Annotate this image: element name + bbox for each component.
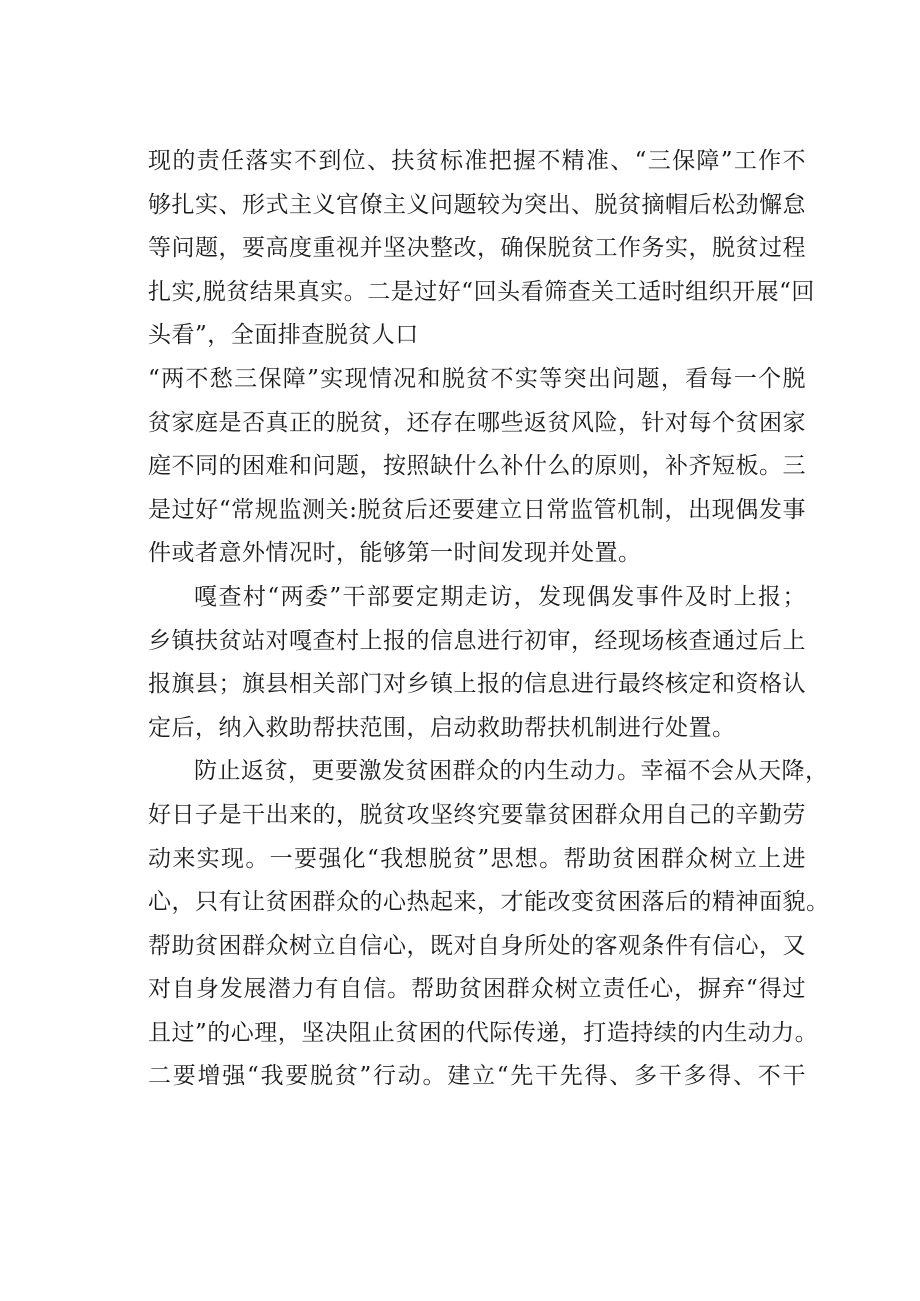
text-line: 等问题，要高度重视并坚决整改，确保脱贫工作务实，脱贫过程: [148, 235, 806, 262]
text-line: 且过”的心理，坚决阻止贫困的代际传递，打造持续的内生动力。: [148, 1019, 819, 1046]
text-line: 防止返贫，更要激发贫困群众的内生动力。幸福不会从天降，: [194, 758, 829, 785]
text-line: “两不愁三保障”实现情况和脱贫不实等突出问题，看每一个脱: [148, 365, 806, 392]
text-line: 心，只有让贫困群众的心热起来，才能改变贫困落后的精神面貌。: [148, 889, 830, 916]
document-body: [148, 140, 830, 1099]
text-line: 帮助贫困群众树立自信心，既对自身所处的客观条件有信心，又: [148, 932, 806, 959]
text-line: 贫家庭是否真正的脱贫，还存在哪些返贫风险，针对每个贫困家: [148, 409, 806, 436]
text-line: 件或者意外情况时，能够第一时间发现并处置。: [148, 540, 642, 567]
text-line: 够扎实、形式主义官僚主义问题较为突出、脱贫摘帽后松劲懈怠: [148, 191, 806, 218]
text-line: 乡镇扶贫站对嘎查村上报的信息进行初审，经现场核查通过后上: [148, 627, 806, 654]
text-line: 二要增强“我要脱贫”行动。建立“先干先得、多干多得、不干: [148, 1063, 806, 1090]
text-line: 头看”，全面排查脱贫人口: [148, 322, 419, 349]
text-line: 报旗县；旗县相关部门对乡镇上报的信息进行最终核定和资格认: [148, 671, 806, 698]
paragraph-1: [148, 140, 815, 358]
text-line: 嘎查村“两委”干部要定期走访，发现偶发事件及时上报；: [194, 583, 806, 610]
paragraph-3: [148, 576, 806, 750]
text-line: 是过好“常规监测关:脱贫后还要建立日常监管机制，出现偶发事: [148, 496, 806, 523]
text-line: 好日子是干出来的，脱贫攻坚终究要靠贫困群众用自己的辛勤劳: [148, 801, 806, 828]
text-line: 扎实,脱贫结果真实。二是过好“回头看筛查关工适时组织开展“回: [148, 278, 815, 305]
text-line: 庭不同的困难和问题，按照缺什么补什么的原则，补齐短板。三: [148, 453, 806, 480]
text-line: 动来实现。一要强化“我想脱贫”思想。帮助贫困群众树立上进: [148, 845, 806, 872]
paragraph-2: [148, 358, 806, 576]
text-line: 现的责任落实不到位、扶贫标准把握不精准、“三保障”工作不: [148, 148, 806, 174]
paragraph-4: [148, 750, 830, 1099]
text-line: 定后，纳入救助帮扶范围，启动救助帮扶机制进行处置。: [148, 714, 736, 741]
text-line: 对自身发展潜力有自信。帮助贫困群众树立责任心，摒弃“得过: [148, 976, 806, 1003]
